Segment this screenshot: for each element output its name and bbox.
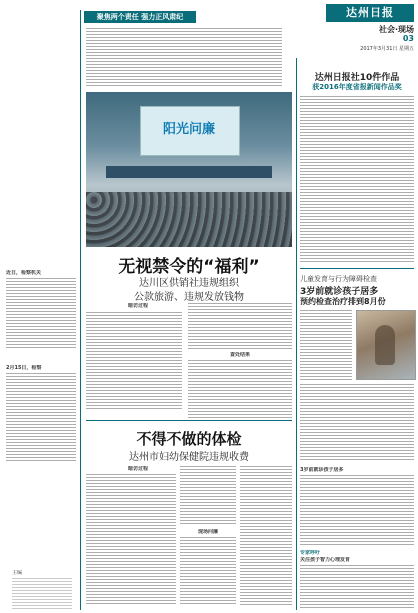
story2-body-col3 xyxy=(240,466,292,606)
story4-section-title: 专家呼吁 xyxy=(300,550,321,556)
story2-section-left: 暗访过程 xyxy=(127,466,148,472)
section-name: 社会·现场 xyxy=(378,25,414,34)
story2-body-col2 xyxy=(180,466,236,526)
story-divider xyxy=(86,420,292,421)
story4-headline-1: 儿童发育与行为障碍检查 xyxy=(300,275,377,283)
story1-body-col2b xyxy=(188,360,292,418)
issue-date: 2017年3月31日 星期五 xyxy=(360,46,414,52)
sidebar-body-a xyxy=(6,278,76,348)
story4-photo xyxy=(356,310,416,380)
story4-section-sub: 关注孩子智力心理发育 xyxy=(300,557,351,563)
sidebar-footer: 主编 xyxy=(12,570,23,576)
story1-subhead-2: 公款旅游、违规发放钱物 xyxy=(134,292,244,303)
sidebar-body-b xyxy=(6,373,76,463)
story2-headline: 不得不做的体检 xyxy=(136,430,242,448)
left-sidebar xyxy=(6,10,84,610)
story1-headline: 无视禁令的“福利” xyxy=(118,257,260,277)
sidebar-note-b: 2月15日，检察 xyxy=(6,365,42,371)
photo-sign-text: 阳光问廉 xyxy=(162,122,215,137)
right-column-rule xyxy=(296,58,297,610)
series-banner: 聚焦两个责任 强力正风肃纪 xyxy=(84,11,196,23)
story4-body-col1b xyxy=(300,384,414,462)
story1-body-col1 xyxy=(86,312,182,410)
story2-body-col2b xyxy=(180,537,236,606)
story4-headline-2: 3岁前就诊孩子居多 xyxy=(300,287,379,297)
event-photo xyxy=(86,92,292,247)
audience xyxy=(86,192,292,247)
newspaper-logo: 达州日报 xyxy=(326,4,414,22)
sidebar-note-a: 近日，检察机关 xyxy=(6,270,42,276)
story3-headline: 达州日报社10件作品 xyxy=(314,73,400,83)
masthead xyxy=(300,4,414,54)
child-figure xyxy=(375,325,395,365)
story2-body-col1 xyxy=(86,474,176,606)
story1-intro-text xyxy=(86,28,282,88)
story4-body-3 xyxy=(300,565,414,609)
story4-body-2 xyxy=(300,475,414,545)
column-rule xyxy=(80,10,81,610)
story1-subhead-1: 达川区供销社违规组织 xyxy=(139,278,239,289)
story4-body-col1 xyxy=(300,310,352,380)
page-number: 03 xyxy=(402,34,414,43)
story3-subhead: 获2016年度省报新闻作品奖 xyxy=(312,83,402,91)
story3-body xyxy=(300,96,414,262)
sidebar-footer-lines xyxy=(12,578,72,610)
story2-section-mid: 现场问廉 xyxy=(197,529,218,535)
right-divider xyxy=(300,268,414,269)
story1-body-col2 xyxy=(188,303,292,349)
story4-note: 3岁前就诊孩子居多 xyxy=(300,467,344,473)
story1-section-left: 暗访过程 xyxy=(127,303,148,309)
stage-table xyxy=(106,166,272,178)
story1-section-mid: 查处结果 xyxy=(229,352,250,358)
story2-subhead: 达州市妇幼保健院违规收费 xyxy=(129,452,249,463)
story4-headline-3: 预约检查治疗排到8月份 xyxy=(300,297,386,306)
